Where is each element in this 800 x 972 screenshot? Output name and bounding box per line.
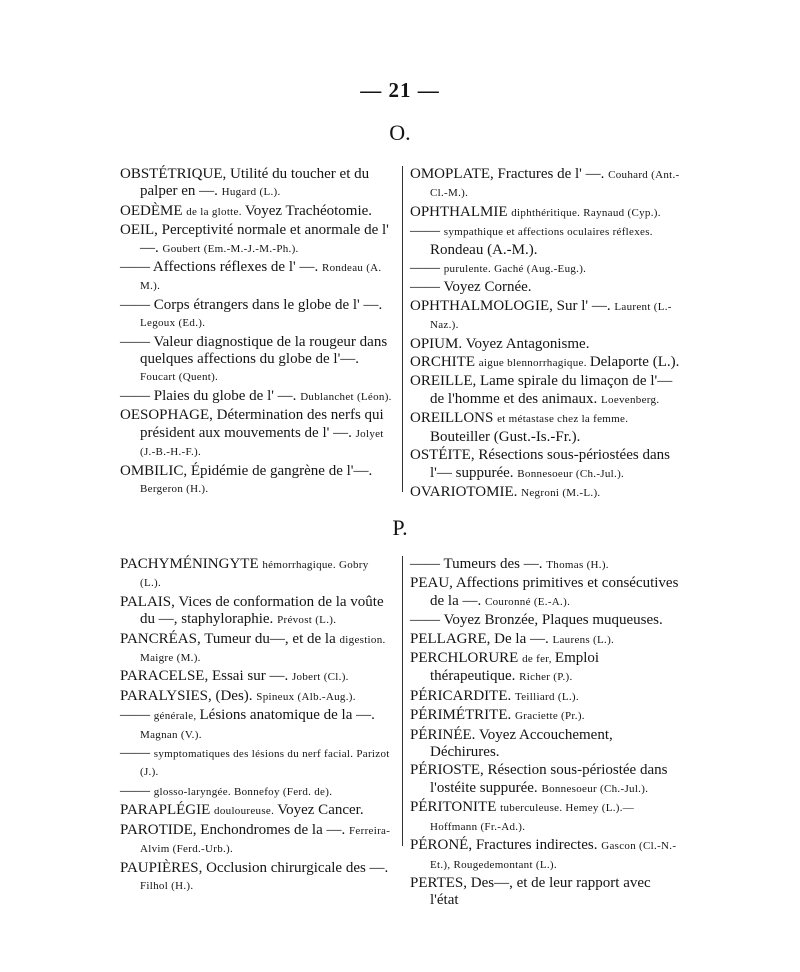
entry-author: glosso-laryngée. Bonnefoy (Ferd. de). — [153, 785, 333, 798]
entry-text: PÉRITONITE — [410, 799, 501, 816]
index-entry — [410, 707, 680, 725]
entry-author: Jolyet (J.-B.-H.-F.). — [140, 427, 384, 459]
entry-text: PÉRONÉ, Fractures indirectes. — [410, 837, 602, 854]
entry-author: Magnan (V.). — [140, 728, 202, 741]
index-entry — [410, 447, 680, 483]
index-entry — [410, 875, 680, 910]
index-entry — [120, 668, 392, 686]
index-entry — [410, 612, 680, 629]
entry-author: diphthéritique. Raynaud (Cyp.). — [511, 206, 661, 219]
index-entry — [410, 298, 680, 335]
entry-author: Graciette (Pr.). — [515, 710, 585, 723]
entry-author: Prévost (L.). — [277, 614, 337, 627]
index-entry — [120, 556, 392, 593]
entry-author: générale, — [153, 710, 200, 723]
entry-author: purulente. Gaché (Aug.-Eug.). — [443, 263, 587, 276]
index-column-o-right — [410, 166, 680, 503]
entry-text: OPHTHALMIE — [410, 203, 512, 220]
entry-text: PEAU, Affections primitives et consécutives de la —. — [410, 575, 679, 609]
entry-text: PÉRINÉE. Voyez Accouchement, Déchirures. — [410, 726, 613, 761]
entry-text: OVARIOTOMIE. — [410, 483, 522, 500]
index-entry — [120, 745, 392, 782]
entry-text: OMOPLATE, Fractures de l' —. — [410, 166, 609, 182]
entry-text: Bouteiller (Gust.-Is.-Fr.). — [430, 428, 581, 445]
index-entry — [120, 259, 392, 296]
entry-author: Gascon (Cl.-N.-Et.), Rougedemontant (L.). — [430, 840, 677, 871]
index-entry — [410, 631, 680, 649]
entry-text: PERCHLORURE — [410, 650, 523, 667]
index-entry — [410, 279, 680, 296]
index-entry — [410, 837, 680, 874]
entry-text: PARACELSE, Essai sur —. — [120, 668, 292, 685]
index-entry — [120, 822, 392, 859]
entry-text: —— Tumeurs des —. — [410, 556, 547, 572]
entry-author: aigue blennorrhagique. — [478, 357, 590, 370]
entry-author: digestion. Maigre (M.). — [140, 633, 386, 665]
entry-text: —— Corps étrangers dans le globe de l' —. — [120, 296, 383, 313]
index-entry — [410, 484, 680, 502]
entry-text: OEIL, Perceptivité normale et anormale de l' —. — [120, 222, 389, 256]
index-entry — [120, 707, 392, 744]
entry-author: Legoux (Ed.). — [140, 317, 206, 330]
entry-author: sympathique et affections oculaires réflexes. — [443, 226, 653, 239]
index-entry — [410, 223, 680, 259]
entry-author: hémorrhagique. Gobry (L.). — [140, 559, 369, 590]
entry-author: Bonnesoeur (Ch.-Jul.). — [517, 467, 625, 480]
entry-text: —— Voyez Cornée. — [410, 279, 532, 296]
entry-author: Thomas (H.). — [546, 559, 609, 571]
index-entry — [120, 802, 392, 820]
entry-text: OPHTHALMOLOGIE, Sur l' —. — [410, 297, 615, 314]
index-entry — [120, 594, 392, 630]
entry-text: Rondeau (A.-M.). — [430, 241, 538, 258]
index-entry — [120, 860, 392, 896]
entry-author: Negroni (M.-L.). — [521, 486, 601, 499]
index-entry — [410, 336, 680, 353]
index-entry — [410, 799, 680, 836]
entry-text: Lésions anatomique de la —. — [199, 707, 375, 724]
entry-text: PARALYSIES, (Des). — [120, 687, 257, 704]
entry-author: de la glotte. — [186, 205, 245, 218]
entry-text: Voyez Trachéotomie. — [244, 202, 373, 219]
index-entry — [120, 631, 392, 668]
entry-author: Ferreira-Alvim (Ferd.-Urb.). — [140, 824, 391, 856]
entry-author: Laurens (L.). — [552, 633, 615, 646]
index-entry — [410, 650, 680, 687]
index-entry — [120, 203, 392, 221]
index-entry — [410, 556, 680, 574]
entry-author: Loevenberg. — [601, 393, 660, 406]
entry-author: Jobert (Cl.). — [291, 671, 349, 684]
index-entry — [120, 783, 392, 801]
entry-text: PÉRICARDITE. — [410, 687, 515, 704]
entry-text: —— Valeur diagnostique de la rougeur dans quelques affections du globe de l'—. — [120, 333, 388, 368]
index-entry — [120, 388, 392, 406]
index-column-p-right — [410, 556, 680, 911]
index-entry — [410, 727, 680, 762]
entry-author: Bonnesoeur (Ch.-Jul.). — [541, 782, 649, 795]
entry-author: Hugard (L.). — [221, 186, 281, 199]
index-entry — [410, 688, 680, 706]
entry-text: OPIUM. Voyez Antagonisme. — [410, 335, 590, 352]
index-entry — [120, 166, 392, 202]
entry-text: Voyez Cancer. — [277, 802, 364, 819]
entry-author: de fer, — [522, 653, 555, 666]
entry-author: Richer (P.). — [519, 671, 573, 684]
entry-text: —— Plaies du globe de l' —. — [120, 387, 301, 404]
entry-text: PACHYMÉNINGYTE — [120, 556, 263, 572]
entry-author: Couronné (E.-A.). — [484, 595, 571, 608]
entry-text: —— Affections réflexes de l' —. — [120, 259, 322, 276]
index-entry — [120, 334, 392, 387]
entry-text: Emploi thérapeutique. — [430, 650, 600, 685]
index-entry — [410, 166, 680, 203]
entry-text: PÉRIOSTE, Résection sous-périostée dans l'ostéite suppurée. — [410, 762, 668, 796]
column-divider — [402, 556, 403, 846]
index-column-p-left — [120, 556, 392, 896]
entry-text: Delaporte (L.). — [589, 354, 680, 371]
entry-text: PAROTIDE, Enchondromes de la —. — [120, 821, 349, 838]
entry-text: PELLAGRE, De la —. — [410, 630, 553, 647]
entry-author: tuberculeuse. Hemey (L.).—Hoffmann (Fr.-Ad.). — [430, 802, 635, 833]
entry-text: PERTES, Des—, et de leur rapport avec l'état — [410, 874, 651, 909]
entry-text: PÉRIMÉTRITE. — [410, 707, 515, 724]
entry-author: et métastase chez la femme. — [497, 413, 629, 426]
index-entry — [410, 260, 680, 278]
index-entry — [410, 762, 680, 798]
entry-text: —— — [120, 782, 154, 799]
page-number: — 21 — — [360, 78, 440, 102]
entry-text: —— — [410, 223, 444, 240]
entry-author: Goubert (Em.-M.-J.-M.-Ph.). — [162, 242, 299, 255]
entry-text: PAUPIÈRES, Occlusion chirurgicale des —. — [120, 859, 389, 876]
index-entry — [120, 688, 392, 706]
entry-text: OEDÈME — [120, 202, 187, 219]
entry-text: PARAPLÉGIE — [120, 802, 215, 819]
entry-text: PALAIS, Vices de conformation de la voûte du —, staphyloraphie. — [120, 593, 384, 628]
entry-text: ORCHITE — [410, 354, 479, 371]
entry-text: PANCRÉAS, Tumeur du—, et de la — [120, 630, 340, 647]
column-divider — [402, 166, 403, 492]
entry-author: Spineux (Alb.-Aug.). — [256, 690, 356, 703]
entry-text: OBSTÉTRIQUE, Utilité du toucher et du palper en —. — [120, 166, 370, 200]
section-letter-o: O. — [389, 120, 411, 145]
entry-author: symptomatiques des lésions du nerf facial. Parizot (J.). — [140, 748, 390, 779]
index-entry — [410, 373, 680, 409]
section-letter-p: P. — [392, 515, 408, 540]
entry-text: —— — [120, 745, 154, 762]
entry-author: Foucart (Quent). — [140, 371, 219, 384]
entry-text: OSTÉITE, Résections sous-périostées dans l'— suppurée. — [410, 447, 670, 481]
entry-author: Laurent (L.-Naz.). — [430, 300, 672, 332]
entry-text: OESOPHAGE, Détermination des nerfs qui président aux mouvements de l' —. — [120, 407, 384, 441]
index-entry — [120, 297, 392, 333]
entry-author: Rondeau (A. M.). — [140, 262, 382, 293]
entry-text: —— Voyez Bronzée, Plaques muqueuses. — [410, 612, 663, 629]
entry-author: douloureuse. — [214, 805, 278, 818]
entry-author: Bergeron (H.). — [140, 482, 209, 495]
index-entry — [120, 407, 392, 461]
entry-author: Filhol (H.). — [140, 879, 194, 892]
entry-author: Dublanchet (Léon). — [300, 390, 392, 403]
index-entry — [410, 410, 680, 446]
entry-text: OREILLE, Lame spirale du limaçon de l'— de l'homme et des animaux. — [410, 373, 673, 407]
index-entry — [410, 354, 680, 372]
index-entry — [410, 575, 680, 611]
entry-text: OMBILIC, Épidémie de gangrène de l'—. — [120, 462, 373, 479]
entry-text: OREILLONS — [410, 410, 498, 427]
entry-text: —— — [410, 260, 444, 277]
entry-author: Couhard (Ant.-Cl.-M.). — [430, 169, 680, 200]
entry-text: —— — [120, 707, 154, 724]
index-entry — [410, 204, 680, 222]
index-column-o-left — [120, 166, 392, 499]
index-entry — [120, 222, 392, 258]
index-entry — [120, 463, 392, 499]
entry-author: Teilliard (L.). — [515, 690, 579, 703]
